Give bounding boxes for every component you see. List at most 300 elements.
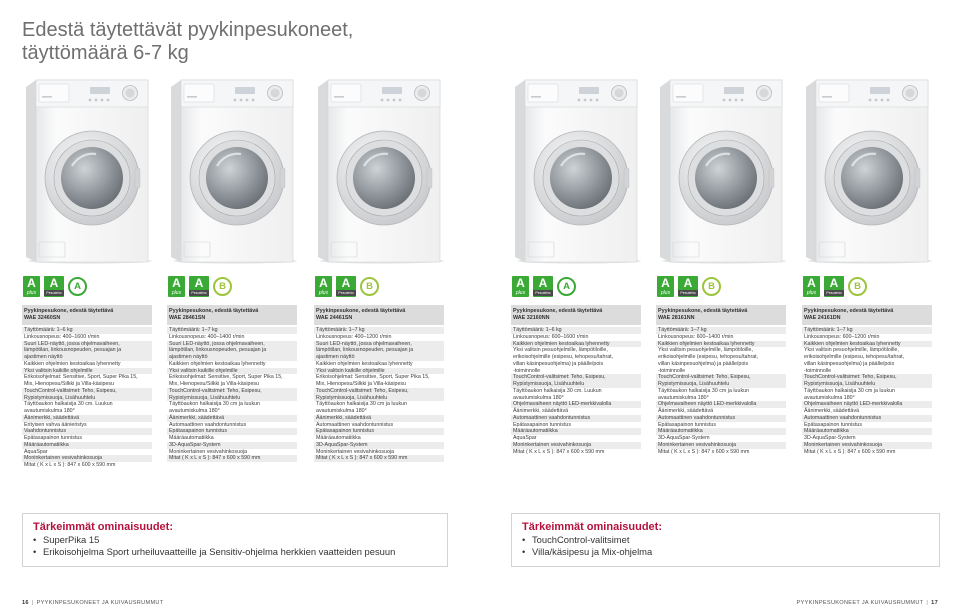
spec-line: Mitat ( K x L x S ): 847 x 600 x 590 mm (513, 448, 605, 455)
spec-item (511, 401, 641, 408)
wash-performance-caption: Pesuteho (678, 290, 698, 296)
spec-line: Automaattinen vaahdontunnistus (513, 414, 591, 421)
spec-item (314, 374, 444, 388)
spec-list (656, 327, 786, 455)
spec-list (314, 327, 444, 462)
spec-line: Mitat ( K x L x S ): 847 x 600 x 590 mm (169, 455, 261, 462)
spec-item (656, 415, 786, 422)
spec-item (656, 347, 786, 374)
energy-class-label (23, 276, 40, 297)
spec-item (314, 449, 444, 456)
spec-line: 3D-AquaSpar-System (316, 441, 368, 448)
product-title (656, 305, 786, 325)
spec-item (802, 388, 932, 402)
spec-item (314, 334, 444, 341)
spec-line: Moninkertainen vesivahinkosuoja (804, 441, 883, 448)
spec-line: Epätasapainon tunnistus (169, 428, 228, 435)
energy-labels (167, 276, 297, 300)
spec-item (802, 334, 932, 341)
spec-item (511, 388, 641, 402)
spec-line: Määräautomatiikka (804, 428, 849, 435)
spec-line: Mitat ( K x L x S ): 847 x 600 x 590 mm (24, 462, 116, 468)
spec-item (22, 415, 152, 422)
wash-performance-letter: A (538, 276, 548, 290)
spec-item (656, 442, 786, 449)
spec-item (314, 435, 444, 442)
product-name: Pyykinpesukone, edestä täytettävä (513, 307, 603, 314)
spec-item (167, 449, 297, 456)
spec-line: Äänimerkki, säädettävä (658, 408, 714, 414)
spec-line: Suuri LED-näyttö, jossa ohjelmavaiheen, (169, 340, 265, 347)
spec-item (167, 388, 297, 402)
spec-line: TouchControl-valitsimet: Teho, Esipesu, (316, 387, 409, 394)
key-features-left (22, 513, 448, 567)
spec-line: Ohjelmavaiheen näyttö LED-merkkivalolla (658, 401, 757, 408)
footer-right (797, 600, 938, 607)
key-features-title: Tärkeimmät ominaisuudet: (33, 521, 173, 533)
spec-line: Epätasapainon tunnistus (804, 421, 863, 428)
product-model: WAE 24461SN (316, 314, 353, 321)
spec-item (22, 341, 152, 361)
spec-item (511, 415, 641, 422)
spec-item (167, 415, 297, 422)
spec-item (656, 388, 786, 402)
footer-left (22, 600, 163, 607)
spec-line: Äänimerkki, säädettävä (316, 414, 372, 421)
spec-item (22, 368, 152, 375)
spin-class-letter: A (563, 281, 570, 292)
spec-item (22, 327, 152, 334)
spec-line: Yksi valitsin kaikille ohjelmille (316, 367, 385, 374)
spec-item (22, 388, 152, 402)
product-name: Pyykinpesukone, edestä täytettävä (169, 307, 259, 314)
spec-item (22, 401, 152, 415)
spec-item (167, 327, 297, 334)
product-model: WAE 24161DN (804, 314, 841, 321)
product-column (22, 0, 152, 500)
spec-line: Rypistymissuoja, Lisähuuhtelu (658, 381, 730, 387)
energy-labels (511, 276, 641, 300)
spec-item (314, 368, 444, 375)
spec-line: Ohjelmavaiheen näyttö LED-merkkivalolla (513, 401, 612, 408)
feature-item (33, 534, 437, 546)
spec-item (167, 422, 297, 429)
spec-item (802, 428, 932, 435)
spec-line: ajastimen näyttö (316, 354, 355, 360)
spec-line: TouchControl-valitsimet: Teho, Esipesu, (804, 374, 897, 381)
spec-line: Kaikkien ohjelmien kestoaikaa lyhennetty (658, 340, 755, 347)
spec-list (167, 327, 297, 462)
page-number: 16 (22, 600, 29, 606)
spin-class-badge (68, 277, 87, 296)
spec-list (511, 327, 641, 455)
spec-line: Yksi valitsin kaikille ohjelmille (169, 367, 238, 374)
product-model: WAE 32460SN (24, 314, 61, 321)
spec-line: Epätasapainon tunnistus (513, 421, 572, 428)
spec-item (314, 428, 444, 435)
spec-item (656, 401, 786, 408)
spec-line: Rypistymissuoja, Lisähuuhtelu (24, 394, 96, 401)
spec-item (167, 374, 297, 388)
spin-class-letter: B (854, 281, 861, 292)
product-title (314, 305, 444, 325)
spec-line: Täyttömäärä: 1–7 kg (804, 327, 853, 333)
spec-item (167, 401, 297, 415)
spec-line: Mix, Hienopesu/Silkki ja Villa-käsipesu (169, 381, 259, 387)
product-model: WAE 32160NN (513, 314, 550, 321)
spec-line: Moninkertainen vesivahinkosuoja (169, 448, 248, 455)
spec-line: Suuri LED-näyttö, jossa ohjelmavaiheen, (316, 340, 412, 347)
spec-line: avautumiskulma 180° (804, 394, 855, 401)
spec-line: TouchControl-valitsimet: Teho, Esipesu, (658, 374, 751, 381)
product-name: Pyykinpesukone, edestä täytettävä (24, 307, 114, 314)
spin-class-badge (213, 277, 232, 296)
spec-line: -toiminnolle (804, 367, 832, 374)
spec-line: Täyttömäärä: 1–6 kg (24, 327, 73, 333)
bullet-icon: • (33, 534, 37, 545)
product-column (656, 0, 786, 500)
wash-performance-label (336, 276, 356, 297)
spec-item (656, 435, 786, 442)
product-name: Pyykinpesukone, edestä täytettävä (316, 307, 406, 314)
spec-item (802, 408, 932, 415)
spec-item (802, 442, 932, 449)
wash-performance-label (44, 276, 64, 297)
spec-item (656, 449, 786, 456)
spec-item (802, 401, 932, 408)
spec-item (22, 334, 152, 341)
spec-line: Määräautomatiikka (513, 428, 558, 435)
spec-line: 3D-AquaSpar-System (169, 441, 221, 448)
energy-class-caption: plus (26, 290, 37, 296)
spec-line: Yksi valitsin pesuohjelmille, lämpötiloille, (658, 347, 753, 354)
energy-class-letter: A (172, 276, 181, 290)
spec-item (802, 327, 932, 334)
wash-performance-label (678, 276, 698, 297)
spec-item (802, 415, 932, 422)
washing-machine-image (314, 76, 444, 264)
spec-line: Mix, Hienopesu/Silkki ja Villa-käsipesu (316, 381, 406, 387)
feature-text: Villa/käsipesu ja Mix-ohjelma (532, 546, 653, 557)
spec-item (802, 435, 932, 442)
feature-item (522, 534, 929, 546)
spec-line: avautumiskulma 180° (513, 394, 564, 401)
spec-item (167, 334, 297, 341)
product-model: WAE 28461SN (169, 314, 206, 321)
spec-line: Erikoisohjelmat: Sensitive, Sport, Super Pika 15, (24, 374, 138, 381)
wash-performance-letter: A (49, 276, 59, 290)
spec-line: 3D-AquaSpar-System (804, 435, 856, 441)
spec-line: Erikoisohjelmat: Sensitive, Sport, Super Pika 15, (169, 374, 283, 381)
spec-line: Äänimerkki, säädettävä (169, 414, 225, 421)
spec-line: Linkousnopeus: 400–1400 r/min (169, 333, 245, 340)
spec-item (314, 422, 444, 429)
feature-item (33, 546, 437, 558)
spec-line: lämpötilan, linkousnopeuden, pesuajan ja (169, 347, 267, 354)
spec-line: Rypistymissuoja, Lisähuuhtelu (169, 394, 241, 401)
spin-class-badge (702, 277, 721, 296)
product-title (511, 305, 641, 325)
spec-line: Automaattinen vaahdontunnistus (804, 414, 882, 421)
spec-item (314, 388, 444, 402)
spec-line: Täyttöaukon halkaisija 30 cm. Luukun (24, 401, 113, 408)
spec-item (802, 347, 932, 374)
spec-line: Määräautomatiikka (658, 428, 703, 435)
spec-line: Täyttöaukon halkaisija 30 cm ja luukun (316, 401, 407, 408)
energy-labels (314, 276, 444, 300)
key-features-right (511, 513, 940, 567)
spec-line: Mitat ( K x L x S ): 847 x 600 x 590 mm (316, 455, 408, 462)
spin-class-letter: B (219, 281, 226, 292)
spec-line: Erikoisohjelmat: Sensitive, Sport, Super Pika 15, (316, 374, 430, 381)
spec-line: ajastimen näyttö (169, 354, 208, 360)
spec-item (22, 462, 152, 469)
energy-class-caption: plus (515, 290, 526, 296)
spec-line: Määräautomatiikka (24, 441, 69, 448)
spec-item (22, 449, 152, 456)
spec-line: Automaattinen vaahdontunnistus (316, 421, 394, 428)
feature-text: SuperPika 15 (43, 534, 100, 545)
wash-performance-caption: Pesuteho (533, 290, 553, 296)
spec-line: TouchControl-valitsimet: Teho, Esipesu, (513, 374, 606, 381)
footer-section: PYYKINPESUKONEET JA KUIVAUSRUMMUT (796, 600, 924, 606)
spec-line: Äänimerkki, säädettävä (804, 408, 860, 414)
spec-item (314, 401, 444, 415)
spec-line: Yksi valitsin pesuohjelmille, lämpötiloille, (804, 347, 899, 354)
bullet-icon: • (522, 534, 526, 545)
feature-text: TouchControl-valitsimet (532, 534, 630, 545)
spec-line: lämpötilan, linkousnopeuden, pesuajan ja (316, 347, 414, 354)
spec-line: Kaikkien ohjelmien kestoaikaa lyhennetty (804, 340, 901, 347)
spec-line: Mix, Hienopesu/Silkki ja Villa-käsipesu (24, 381, 114, 387)
spec-item (656, 334, 786, 341)
footer-separator: | (926, 600, 929, 606)
spec-line: avautumiskulma 180° (24, 408, 75, 414)
washing-machine-image (511, 76, 641, 264)
spec-line: avautumiskulma 180° (316, 408, 367, 414)
wash-performance-letter: A (341, 276, 351, 290)
washing-machine-image (802, 76, 932, 264)
key-features-title: Tärkeimmät ominaisuudet: (522, 521, 662, 533)
spec-line: Erityisen vahva äänieristys (24, 421, 87, 428)
spec-line: villan käsinpesuohjelma) ja päälle/pois (804, 360, 895, 367)
energy-class-letter: A (27, 276, 36, 290)
spec-item (656, 327, 786, 334)
product-column (511, 0, 641, 500)
spec-item (167, 435, 297, 442)
spec-line: erikoisohjelmille (esipesu, tehopesu/tahrat, (658, 354, 759, 360)
spec-line: Moninkertainen vesivahinkosuoja (316, 448, 395, 455)
product-name: Pyykinpesukone, edestä täytettävä (804, 307, 894, 314)
energy-class-label (803, 276, 820, 297)
spec-item (314, 442, 444, 449)
spec-item (167, 455, 297, 462)
spec-line: Täyttöaukon halkaisija 30 cm ja luukun (658, 387, 749, 394)
spec-item (511, 408, 641, 415)
spec-item (22, 435, 152, 442)
spec-line: AquaSpar (24, 448, 48, 455)
spec-item (511, 327, 641, 334)
spec-line: Moninkertainen vesivahinkosuoja (24, 455, 103, 462)
washing-machine-image (656, 76, 786, 264)
energy-class-label (657, 276, 674, 297)
spec-line: Moninkertainen vesivahinkosuoja (658, 441, 737, 448)
footer-section: PYYKINPESUKONEET JA KUIVAUSRUMMUT (36, 600, 164, 606)
product-column (167, 0, 297, 500)
spec-line: lämpötilan, linkousnopeuden, pesuajan ja (24, 347, 122, 354)
spec-item (656, 341, 786, 348)
product-name: Pyykinpesukone, edestä täytettävä (658, 307, 748, 314)
wash-performance-caption: Pesuteho (824, 290, 844, 296)
wash-performance-label (533, 276, 553, 297)
product-column (314, 0, 444, 500)
spec-line: -toiminnolle (658, 367, 686, 374)
spec-line: Täyttöaukon halkaisija 30 cm. Luukun (513, 387, 602, 394)
spec-line: Määräautomatiikka (169, 435, 214, 441)
spec-item (167, 428, 297, 435)
spec-line: Epätasapainon tunnistus (24, 435, 83, 441)
spec-item (802, 341, 932, 348)
page-title-line-1: Edestä täytettävät pyykinpesukoneet, (22, 19, 354, 42)
spec-line: erikoisohjelmille (esipesu, tehopesu/tahrat, (513, 354, 614, 360)
product-title (802, 305, 932, 325)
spec-line: villan käsinpesuohjelma) ja päälle/pois (513, 360, 604, 367)
spec-item (314, 341, 444, 361)
spec-line: Automaattinen vaahdontunnistus (658, 414, 736, 421)
spec-line: Linkousnopeus: 600–1600 r/min (513, 333, 589, 340)
spec-line: villan käsinpesuohjelma) ja päälle/pois (658, 360, 749, 367)
spec-item (314, 361, 444, 368)
spec-line: Automaattinen vaahdontunnistus (169, 421, 247, 428)
wash-performance-letter: A (683, 276, 693, 290)
spec-line: Kaikkien ohjelmien kestoaikaa lyhennetty (169, 360, 266, 367)
spec-item (802, 422, 932, 429)
product-model: WAE 28161NN (658, 314, 695, 321)
spec-item (167, 368, 297, 375)
spec-line: Kaikkien ohjelmien kestoaikaa lyhennetty (24, 360, 121, 367)
energy-labels (656, 276, 786, 300)
spec-line: Kaikkien ohjelmien kestoaikaa lyhennetty (513, 340, 610, 347)
spec-line: Yksi valitsin kaikille ohjelmille (24, 367, 93, 374)
spec-line: Täyttömäärä: 1–6 kg (513, 327, 562, 333)
washing-machine-image (22, 76, 152, 264)
bullet-icon: • (522, 546, 526, 557)
spec-line: Täyttömäärä: 1–7 kg (169, 327, 218, 333)
spec-line: AquaSpar (513, 435, 537, 441)
spin-class-letter: B (366, 281, 373, 292)
spec-list (802, 327, 932, 455)
spin-class-letter: B (708, 281, 715, 292)
spec-line: Rypistymissuoja, Lisähuuhtelu (316, 394, 388, 401)
spec-line: Mitat ( K x L x S ): 847 x 600 x 590 mm (804, 448, 896, 455)
wash-performance-caption: Pesuteho (189, 290, 209, 296)
energy-class-caption: plus (806, 290, 817, 296)
energy-class-letter: A (319, 276, 328, 290)
energy-labels (22, 276, 152, 300)
energy-class-label (168, 276, 185, 297)
spec-line: Kaikkien ohjelmien kestoaikaa lyhennetty (316, 360, 413, 367)
spin-class-badge (557, 277, 576, 296)
spin-class-badge (360, 277, 379, 296)
spec-item (22, 374, 152, 388)
spin-class-badge (848, 277, 867, 296)
spec-item (656, 428, 786, 435)
spec-line: Rypistymissuoja, Lisähuuhtelu (804, 381, 876, 387)
energy-class-caption: plus (660, 290, 671, 296)
spec-line: ajastimen näyttö (24, 354, 63, 360)
spec-line: TouchControl-valitsimet: Teho, Esipesu, (24, 387, 117, 394)
spec-line: Yksi valitsin pesuohjelmille, lämpötiloille, (513, 347, 608, 354)
spec-line: Linkousnopeus: 400–1200 r/min (316, 333, 392, 340)
spec-line: Äänimerkki, säädettävä (24, 414, 80, 421)
spec-line: Linkousnopeus: 600–1400 r/min (658, 333, 734, 340)
spec-item (22, 442, 152, 449)
feature-text: Erikoisohjelma Sport urheiluvaatteille ja Sensitiv-ohjelma herkkien vaatteiden pesuun (43, 546, 396, 557)
spec-item (802, 374, 932, 388)
spec-line: Mitat ( K x L x S ): 847 x 600 x 590 mm (658, 448, 750, 455)
energy-class-letter: A (661, 276, 670, 290)
energy-labels (802, 276, 932, 300)
product-title (22, 305, 152, 325)
energy-class-letter: A (516, 276, 525, 290)
spec-item (511, 449, 641, 456)
energy-class-label (315, 276, 332, 297)
spec-item (511, 422, 641, 429)
spec-item (656, 374, 786, 388)
spec-item (22, 455, 152, 462)
spec-line: Äänimerkki, säädettävä (513, 408, 569, 414)
spec-item (511, 428, 641, 435)
spec-item (167, 442, 297, 449)
spec-item (656, 408, 786, 415)
spec-line: Moninkertainen vesivahinkosuoja (513, 441, 592, 448)
spec-item (314, 455, 444, 462)
energy-class-label (512, 276, 529, 297)
spec-item (802, 449, 932, 456)
spec-item (167, 361, 297, 368)
spec-line: TouchControl-valitsimet: Teho, Esipesu, (169, 387, 262, 394)
spec-item (22, 428, 152, 435)
wash-performance-caption: Pesuteho (44, 290, 64, 296)
spec-line: avautumiskulma 180° (169, 408, 220, 414)
feature-item (522, 546, 929, 558)
spec-line: Vaahdontunnistus (24, 428, 67, 435)
page-title-line-2: täyttömäärä 6-7 kg (22, 42, 189, 65)
spec-item (22, 422, 152, 429)
bullet-icon: • (33, 546, 37, 557)
spec-line: Epätasapainon tunnistus (658, 421, 717, 428)
spec-line: avautumiskulma 180° (658, 394, 709, 401)
spec-line: erikoisohjelmille (esipesu, tehopesu/tahrat, (804, 354, 905, 360)
wash-performance-caption: Pesuteho (336, 290, 356, 296)
energy-class-caption: plus (171, 290, 182, 296)
spec-item (511, 347, 641, 374)
spin-class-letter: A (74, 281, 81, 292)
spec-item (167, 341, 297, 361)
page-number: 17 (931, 600, 938, 606)
spec-item (511, 341, 641, 348)
wash-performance-letter: A (829, 276, 839, 290)
footer-separator: | (31, 600, 34, 606)
spec-line: Epätasapainon tunnistus (316, 428, 375, 435)
spec-line: Täyttömäärä: 1–7 kg (316, 327, 365, 333)
spec-line: Linkousnopeus: 600–1200 r/min (804, 333, 880, 340)
wash-performance-label (824, 276, 844, 297)
product-title (167, 305, 297, 325)
product-column (802, 0, 932, 500)
spec-item (511, 334, 641, 341)
spec-line: Täyttömäärä: 1–7 kg (658, 327, 707, 333)
